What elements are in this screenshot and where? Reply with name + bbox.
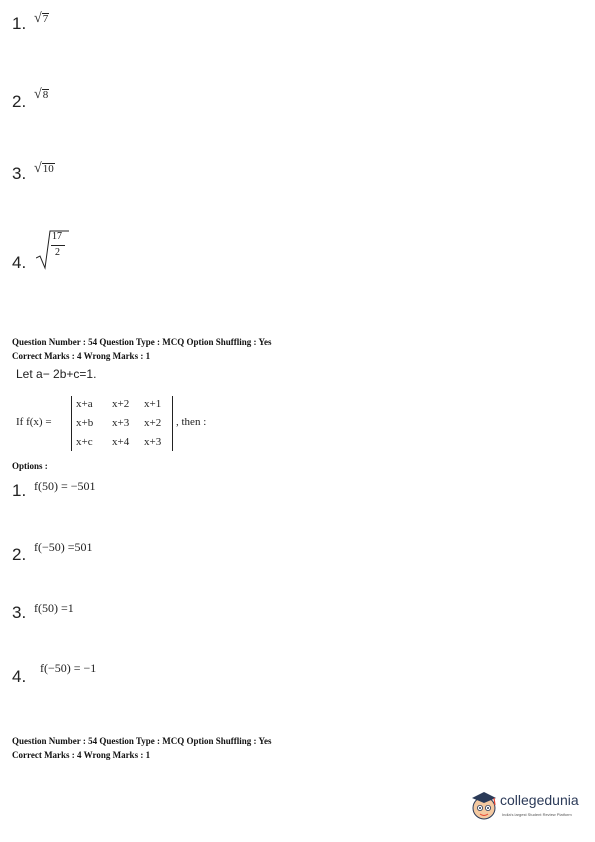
determinant-cell: x+b	[76, 417, 94, 429]
determinant-cell: x+c	[76, 436, 93, 448]
determinant-prefix: If f(x) =	[16, 416, 52, 428]
option-1-number: 1.	[12, 481, 27, 500]
prev-option-1-number: 1.	[12, 14, 27, 33]
options-label: Options :	[12, 461, 48, 471]
prev-option-1-radicand: 7	[42, 13, 49, 26]
prev-option-4-number: 4.	[12, 253, 27, 272]
mascot-icon	[468, 790, 500, 822]
collegedunia-logo	[468, 788, 588, 828]
option-2-number: 2.	[12, 545, 27, 564]
prev-option-2-radicand: 8	[42, 89, 49, 102]
determinant-cell: x+4	[112, 436, 130, 448]
option-1-text: f(50) = −501	[34, 479, 96, 493]
prev-option-3-radical: √ 10	[34, 161, 54, 176]
fraction-bar	[51, 245, 65, 246]
determinant-cell: x+2	[112, 398, 130, 410]
next-question-header-line2: Correct Marks : 4 Wrong Marks : 1	[12, 750, 151, 760]
option-4-text: f(−50) = −1	[40, 661, 97, 675]
determinant-expression	[16, 396, 236, 456]
determinant-cell: x+2	[144, 417, 162, 429]
determinant-suffix: , then :	[176, 416, 207, 428]
logo-tagline: India's largest Student Review Platform	[502, 812, 572, 817]
prev-option-4-fraction-radical	[36, 230, 70, 270]
determinant-cell: x+1	[144, 398, 162, 410]
determinant-cell: x+3	[144, 436, 162, 448]
determinant-matrix	[71, 396, 173, 451]
prev-option-4-denominator: 2	[55, 247, 60, 258]
option-3-text: f(50) =1	[34, 601, 74, 615]
option-4-number: 4.	[12, 667, 27, 686]
question-given: Let a− 2b+c=1.	[16, 367, 97, 381]
determinant-row	[76, 398, 172, 410]
logo-name: collegedunia	[500, 792, 579, 808]
determinant-cell: x+a	[76, 398, 93, 410]
prev-option-3-radicand: 10	[42, 163, 54, 176]
determinant-row	[76, 417, 172, 429]
option-3-number: 3.	[12, 603, 27, 622]
prev-option-3-number: 3.	[12, 164, 27, 183]
determinant-row	[76, 436, 172, 448]
prev-option-4-numerator: 17	[52, 231, 62, 242]
question-header-line1: Question Number : 54 Question Type : MCQ Option Shuffling : Yes	[12, 337, 272, 347]
prev-option-1-radical: √ 7	[34, 11, 49, 26]
next-question-header-line1: Question Number : 54 Question Type : MCQ Option Shuffling : Yes	[12, 736, 272, 746]
question-header-line2: Correct Marks : 4 Wrong Marks : 1	[12, 351, 151, 361]
determinant-cell: x+3	[112, 417, 130, 429]
prev-option-2-radical: √ 8	[34, 87, 49, 102]
prev-option-2-number: 2.	[12, 92, 27, 111]
option-2-text: f(−50) =501	[34, 540, 93, 554]
